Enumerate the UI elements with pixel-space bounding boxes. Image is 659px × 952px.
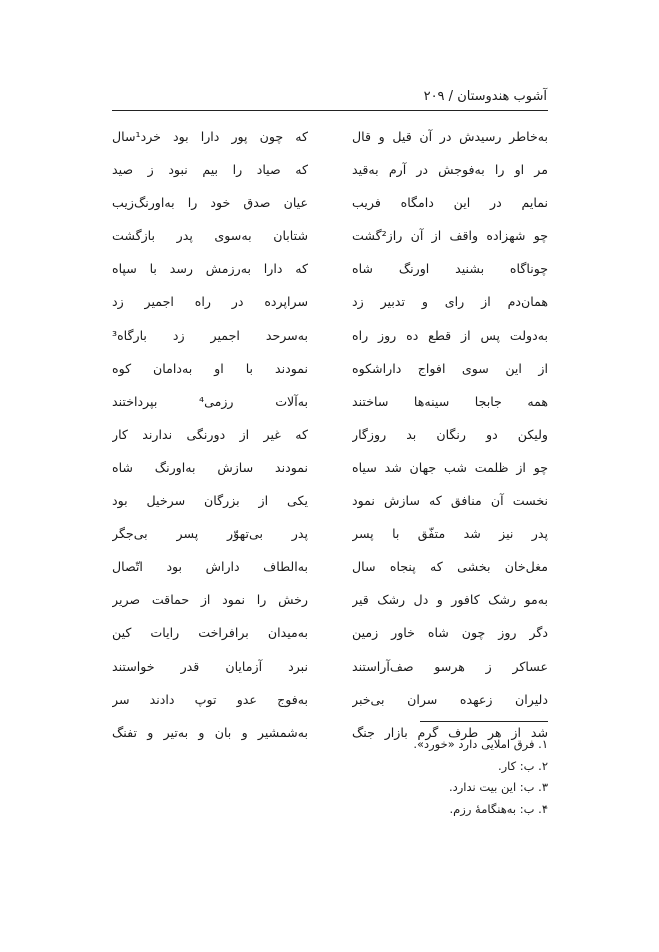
hemistich-left: شتابان به‌سوی پدر بازگشت [112, 228, 308, 244]
poem-bayt [112, 419, 548, 452]
footnote-rule [420, 721, 548, 722]
poem-bayt [112, 187, 548, 220]
hemistich-right: چو شهزاده واقف از آن راز²گشت [352, 228, 548, 244]
poem-bayt [112, 617, 548, 650]
poem-bayt [112, 286, 548, 319]
hemistich-right: چوناگاه بشنید اورنگ شاه [352, 261, 548, 277]
hemistich-left: رخش را نمود از حماقت صریر [112, 592, 308, 608]
hemistich-left: پدر بی‌تهوّر پسر بی‌جگر [112, 526, 308, 542]
hemistich-right: دلیران زعهده سران بی‌خبر [352, 691, 548, 707]
footnotes [328, 734, 548, 820]
poem-bayt [112, 220, 548, 253]
hemistich-right: از این سوی افواج داراشکوه [352, 360, 548, 376]
page-header: آشوب هندوستان / ۲۰۹ [423, 89, 547, 104]
poem-bayt [112, 253, 548, 286]
hemistich-right: نمایم در این دامگاه فریب [352, 195, 548, 211]
hemistich-left: که غیر از دورنگی ندارند کار [112, 426, 308, 442]
footnote: ۳. ب: این بیت ندارد. [448, 780, 548, 794]
poem-bayt [112, 518, 548, 551]
footnote: ۴. ب: به‌هنگامهٔ رزم. [449, 801, 548, 816]
header-rule [112, 110, 548, 111]
hemistich-right: پدر نیز شد متفّق با پسر [352, 526, 548, 542]
poem-bayt [112, 551, 548, 584]
hemistich-right: مغل‌خان بخشی که پنجاه سال [352, 559, 548, 575]
hemistich-left: به‌فوج عدو توپ دادند سر [112, 691, 308, 707]
hemistich-left: نمودند سازش به‌اورنگ شاه [112, 459, 308, 475]
hemistich-right: مر او را به‌فوجش در آرم به‌قید [352, 162, 548, 178]
poem-bayt [112, 485, 548, 518]
hemistich-left: عیان صدق خود را به‌اورنگ‌زیب [112, 195, 308, 211]
poem-bayt [112, 121, 548, 154]
hemistich-left: به‌شمشیر و بان و به‌تیر و تفنگ [112, 724, 308, 740]
footnote: ۲. ب: کار. [497, 758, 548, 773]
hemistich-right: نخست آن منافق که سازش نمود [352, 493, 548, 509]
hemistich-right: دگر روز چون شاه خاور زمین [352, 625, 548, 641]
poem-bayt [112, 386, 548, 419]
footnote: ۱. فرق املایی دارد «خورد». [413, 737, 548, 751]
hemistich-left: سراپرده در راه اجمیر زد [112, 294, 308, 310]
hemistich-right: به‌خاطر رسیدش در آن قیل و قال [352, 129, 548, 144]
poem-bayt [112, 154, 548, 187]
hemistich-left: به‌میدان برافراخت رایات کین [112, 625, 308, 641]
hemistich-right: به‌دولت پس از قطع ده روز راه [352, 327, 548, 343]
poem [112, 121, 548, 750]
hemistich-left: که چون پور دارا بود خرد¹سال [112, 129, 308, 144]
poem-bayt [112, 353, 548, 386]
hemistich-right: چو از ظلمت شب جهان شد سیاه [352, 459, 548, 475]
poem-bayt [112, 684, 548, 717]
hemistich-left: یکی از بزرگان سرخیل بود [112, 493, 308, 509]
hemistich-left: که دارا به‌رزمش رسد با سپاه [112, 261, 308, 277]
hemistich-right: ولیکن دو رنگان بد روزگار [352, 426, 548, 442]
hemistich-right: عساکر ز هرسو صف‌آراستند [352, 658, 548, 674]
hemistich-left: به‌سرحد اجمیر زد بارگاه³ [112, 327, 308, 343]
hemistich-left: نبرد آزمایان قدر خواستند [112, 658, 308, 674]
poem-bayt [112, 320, 548, 353]
hemistich-right: به‌مو رشک کافور و دل رشک قیر [352, 592, 548, 608]
poem-bayt [112, 584, 548, 617]
hemistich-left: به‌آلات رزمی⁴ بپرداختند [112, 393, 308, 409]
hemistich-left: که صیاد را بیم نبود ز صید [112, 162, 308, 178]
poem-bayt [112, 651, 548, 684]
hemistich-left: به‌الطاف داراش بود اتّصال [112, 559, 308, 575]
hemistich-left: نمودند با او به‌دامان کوه [112, 360, 308, 376]
poem-bayt [112, 452, 548, 485]
hemistich-right: شد از هر طرف گرم بازار جنگ [352, 724, 548, 740]
hemistich-right: همه جابجا سینه‌ها ساختند [352, 393, 548, 409]
hemistich-right: همان‌دم از رای و تدبیر زد [352, 294, 548, 310]
